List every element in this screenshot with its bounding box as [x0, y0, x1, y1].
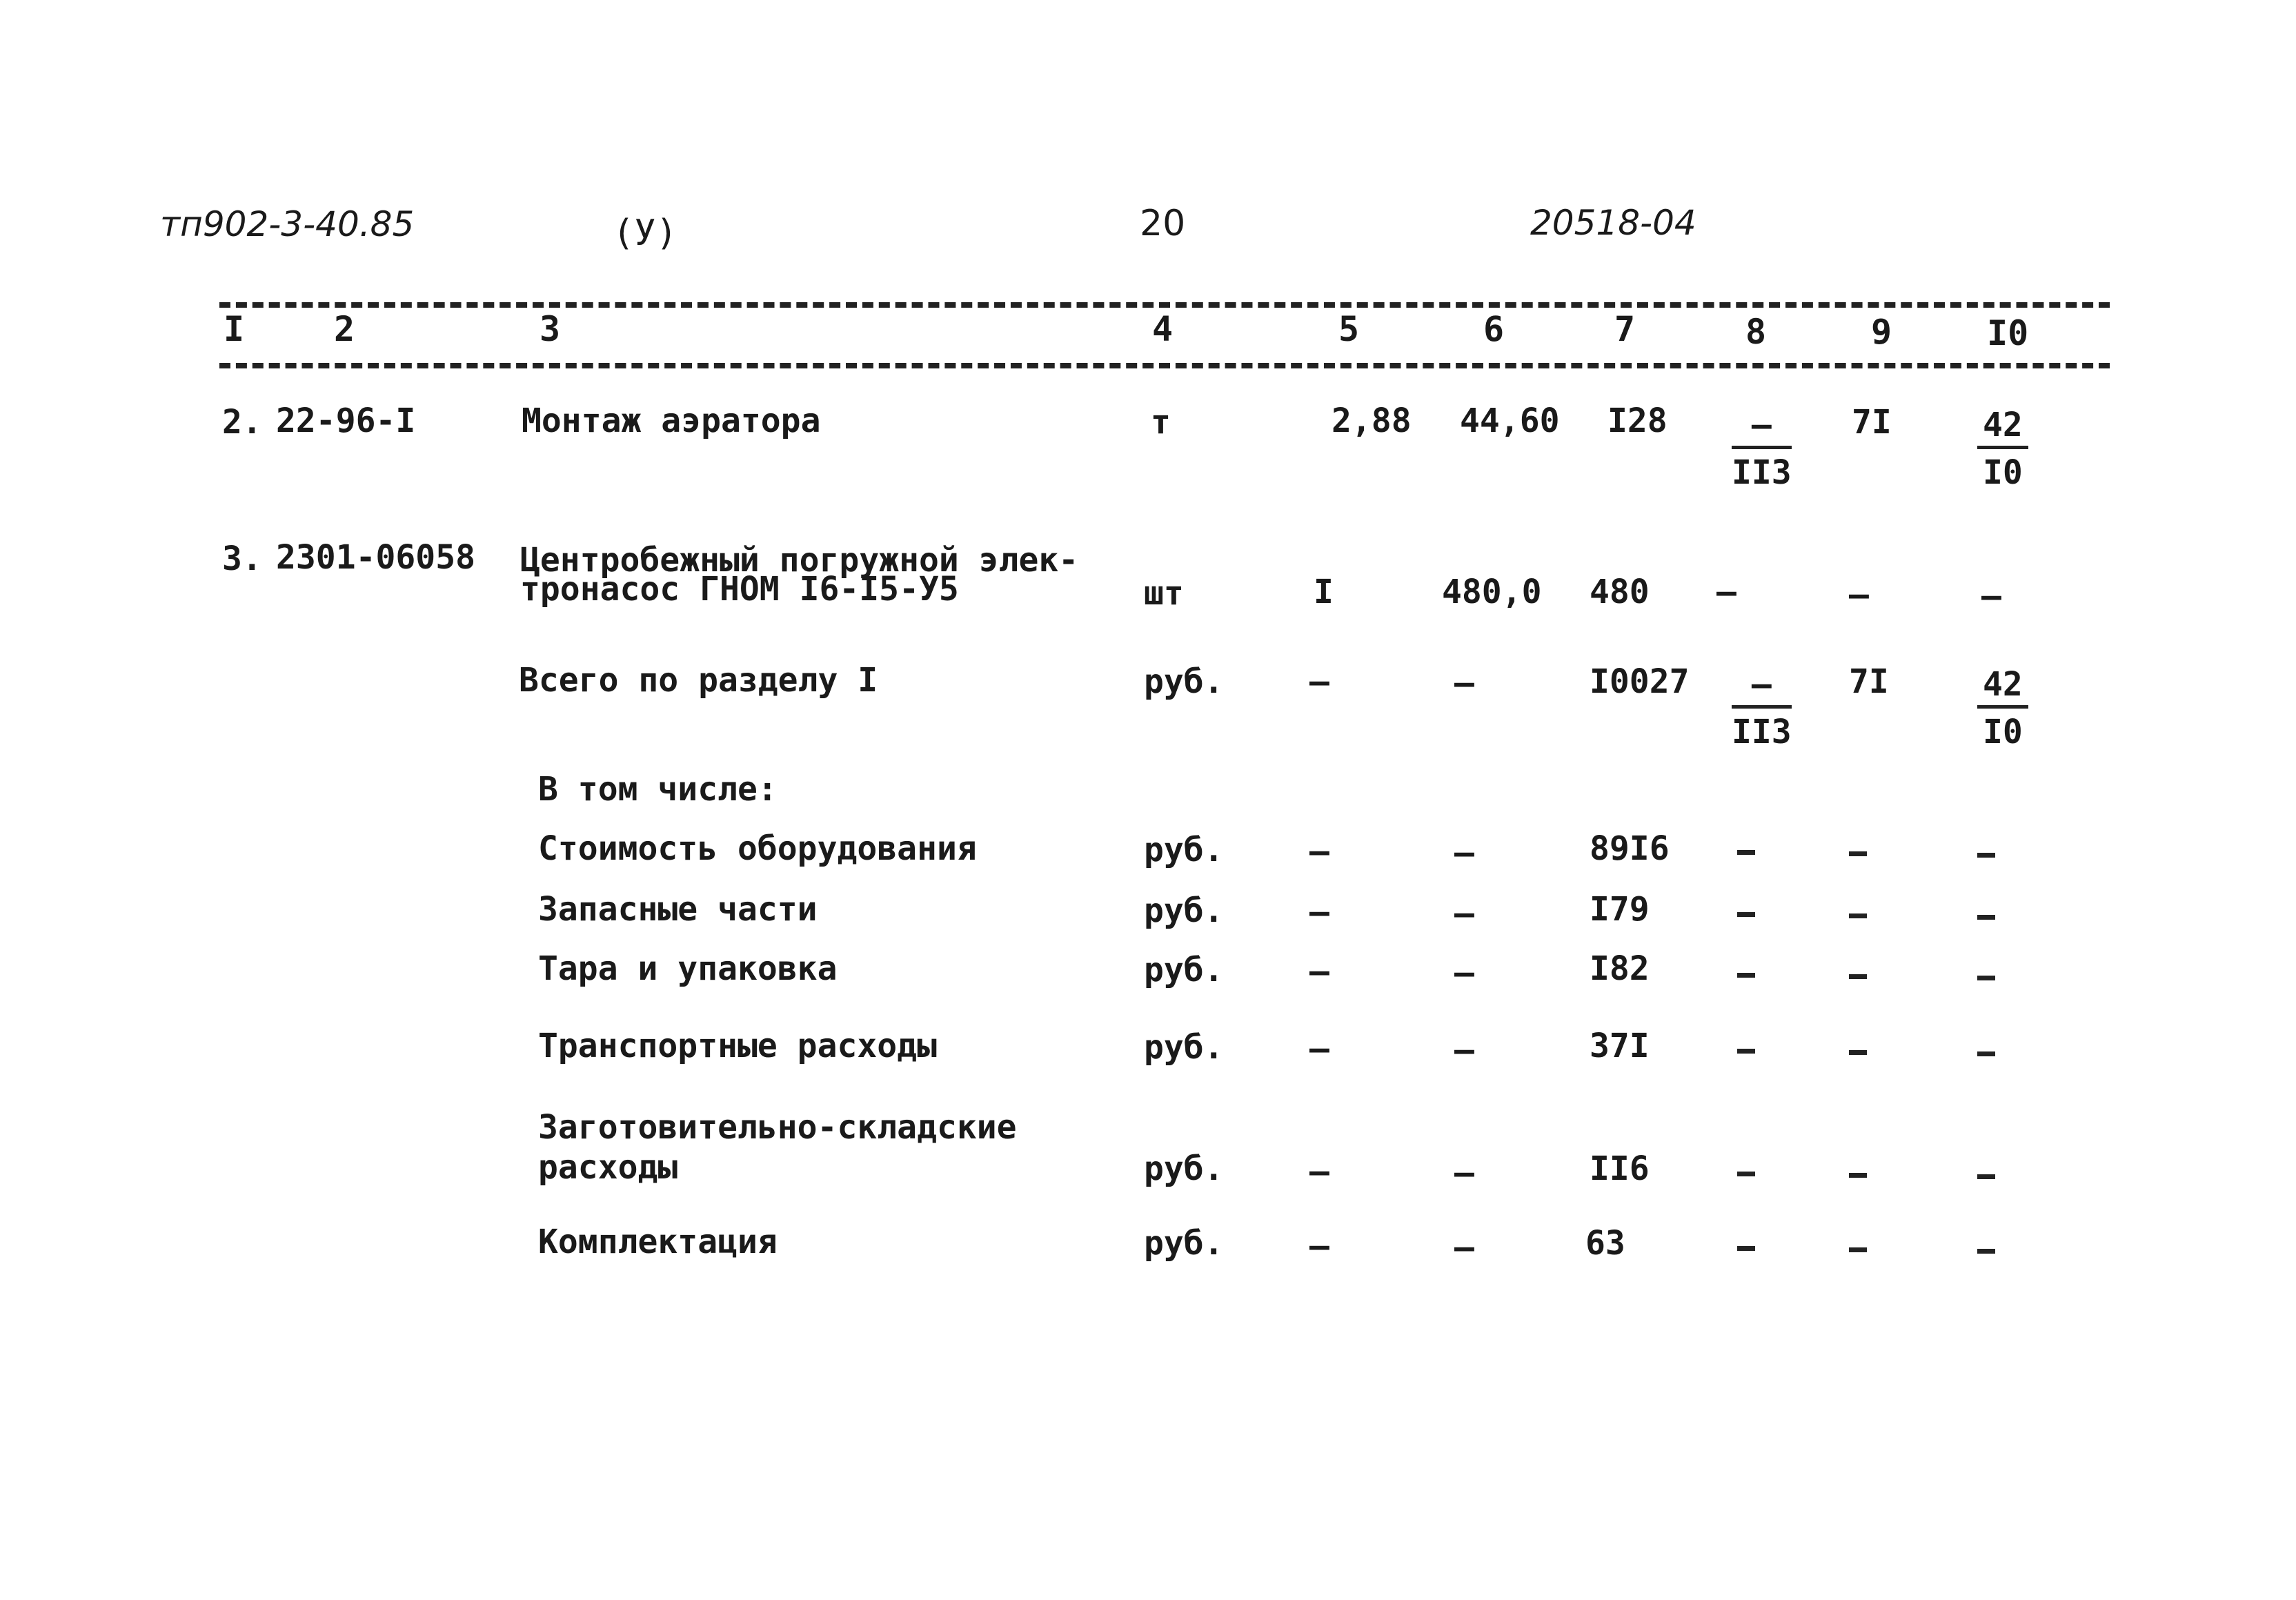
item-name-line2: тронасос ГНОМ I6-I5-У5 — [520, 570, 959, 609]
unit-price: – — [1454, 1154, 1474, 1192]
unit-price: – — [1454, 833, 1474, 872]
unit-price: – — [1454, 954, 1474, 992]
unit: т — [1151, 403, 1171, 442]
total-cost: 89I6 — [1590, 829, 1670, 868]
quantity: – — [1309, 1227, 1329, 1265]
including-label: В том числе: — [538, 770, 778, 809]
unit-price: – — [1454, 664, 1474, 702]
empty-cell-dash — [1849, 851, 1867, 856]
unit: руб. — [1144, 1149, 1224, 1188]
column-number: 3 — [540, 309, 561, 349]
item-name-line1: Заготовительно-складские — [538, 1108, 1017, 1147]
column-number: 4 — [1152, 309, 1174, 349]
unit-price: 44,60 — [1460, 402, 1560, 440]
quantity: – — [1309, 952, 1329, 991]
column-number: I0 — [1987, 313, 2029, 353]
empty-cell-dash — [1977, 1051, 1995, 1056]
empty-cell-dash — [1737, 850, 1755, 855]
empty-cell-dash — [1849, 1050, 1867, 1055]
document-number: 20518-04 — [1530, 203, 1696, 243]
fraction-numerator: – — [1751, 406, 1772, 444]
unit: руб. — [1144, 1224, 1224, 1263]
column-number: 5 — [1338, 309, 1360, 349]
item-name: Транспортные расходы — [538, 1027, 937, 1065]
empty-cell-dash — [1849, 1173, 1867, 1178]
empty-cell-dash — [1737, 973, 1755, 978]
quantity: 2,88 — [1332, 402, 1412, 440]
total-cost: I82 — [1590, 949, 1650, 988]
empty-cell-dash — [1737, 1246, 1755, 1251]
total-cost: 480 — [1590, 573, 1650, 611]
item-name: Монтаж аэратора — [522, 402, 821, 440]
quantity: – — [1309, 893, 1329, 931]
fraction-numerator: 42 — [1983, 665, 2023, 704]
fraction-numerator: 42 — [1983, 406, 2023, 444]
item-name: Комплектация — [538, 1223, 778, 1261]
quantity: – — [1309, 1152, 1329, 1191]
column-number: 9 — [1871, 312, 1892, 352]
fraction-denominator: II3 — [1732, 453, 1792, 492]
item-name: Тара и упаковка — [538, 949, 838, 988]
quantity: – — [1309, 832, 1329, 871]
page-number: 20 — [1140, 203, 1186, 244]
column-number: 6 — [1483, 309, 1505, 349]
empty-cell-dash — [1977, 1174, 1995, 1179]
total-cost: 63 — [1585, 1224, 1625, 1263]
col10-fraction — [1977, 665, 2028, 751]
table-header-rule — [219, 363, 2110, 368]
empty-cell-dash — [1737, 1049, 1755, 1054]
col9-value: – — [1849, 575, 1869, 614]
total-cost: I28 — [1607, 402, 1667, 440]
col10-fraction — [1977, 406, 2028, 492]
unit: шт — [1144, 574, 1184, 613]
empty-cell-dash — [1849, 1247, 1867, 1252]
empty-cell-dash — [1849, 974, 1867, 979]
column-number: 2 — [334, 309, 355, 349]
unit-price: – — [1454, 1031, 1474, 1069]
col9-value: 7I — [1852, 403, 1892, 442]
total-cost: 37I — [1590, 1027, 1650, 1065]
col8-fraction — [1732, 665, 1792, 751]
unit-price: – — [1454, 894, 1474, 933]
fraction-denominator: I0 — [1983, 453, 2023, 492]
empty-cell-dash — [1977, 1249, 1995, 1254]
item-name: Запасные части — [538, 890, 818, 929]
table-top-rule — [219, 302, 2110, 308]
fraction-numerator: – — [1751, 665, 1772, 704]
unit: руб. — [1144, 662, 1224, 701]
col8-fraction — [1732, 406, 1792, 492]
empty-cell-dash — [1977, 976, 1995, 980]
total-cost: I79 — [1590, 890, 1650, 929]
column-number: 8 — [1745, 312, 1767, 352]
quantity: – — [1309, 662, 1329, 701]
unit-price: 480,0 — [1442, 573, 1542, 611]
unit: руб. — [1144, 891, 1224, 930]
unit: руб. — [1144, 951, 1224, 989]
item-name-line1: Центробежный погружной элек- — [520, 541, 1079, 580]
item-name: Стоимость оборудования — [538, 829, 977, 868]
empty-cell-dash — [1977, 853, 1995, 858]
col10-value: – — [1981, 577, 2001, 615]
document-mark: (У) — [613, 213, 677, 254]
quantity: – — [1309, 1029, 1329, 1068]
empty-cell-dash — [1737, 912, 1755, 917]
total-cost: I0027 — [1590, 662, 1690, 701]
empty-cell-dash — [1849, 913, 1867, 918]
col8-value: – — [1716, 573, 1736, 611]
column-number: I — [224, 309, 245, 349]
unit-price: – — [1454, 1228, 1474, 1267]
col9-value: 7I — [1849, 662, 1889, 701]
quantity: I — [1314, 573, 1334, 611]
unit: руб. — [1144, 1028, 1224, 1067]
fraction-denominator: II3 — [1732, 713, 1792, 751]
empty-cell-dash — [1977, 915, 1995, 920]
row-number: 2. — [222, 403, 262, 442]
item-name-line2: расходы — [538, 1148, 678, 1187]
row-number: 3. — [222, 540, 262, 578]
unit: руб. — [1144, 831, 1224, 869]
price-code: 22-96-I — [276, 402, 416, 440]
column-number: 7 — [1614, 309, 1636, 349]
total-cost: II6 — [1590, 1149, 1650, 1188]
price-code: 2301-06058 — [276, 538, 475, 577]
project-code: тп902-3-40.85 — [160, 204, 415, 244]
fraction-denominator: I0 — [1983, 713, 2023, 751]
empty-cell-dash — [1737, 1172, 1755, 1176]
item-name: Всего по разделу I — [519, 661, 878, 700]
